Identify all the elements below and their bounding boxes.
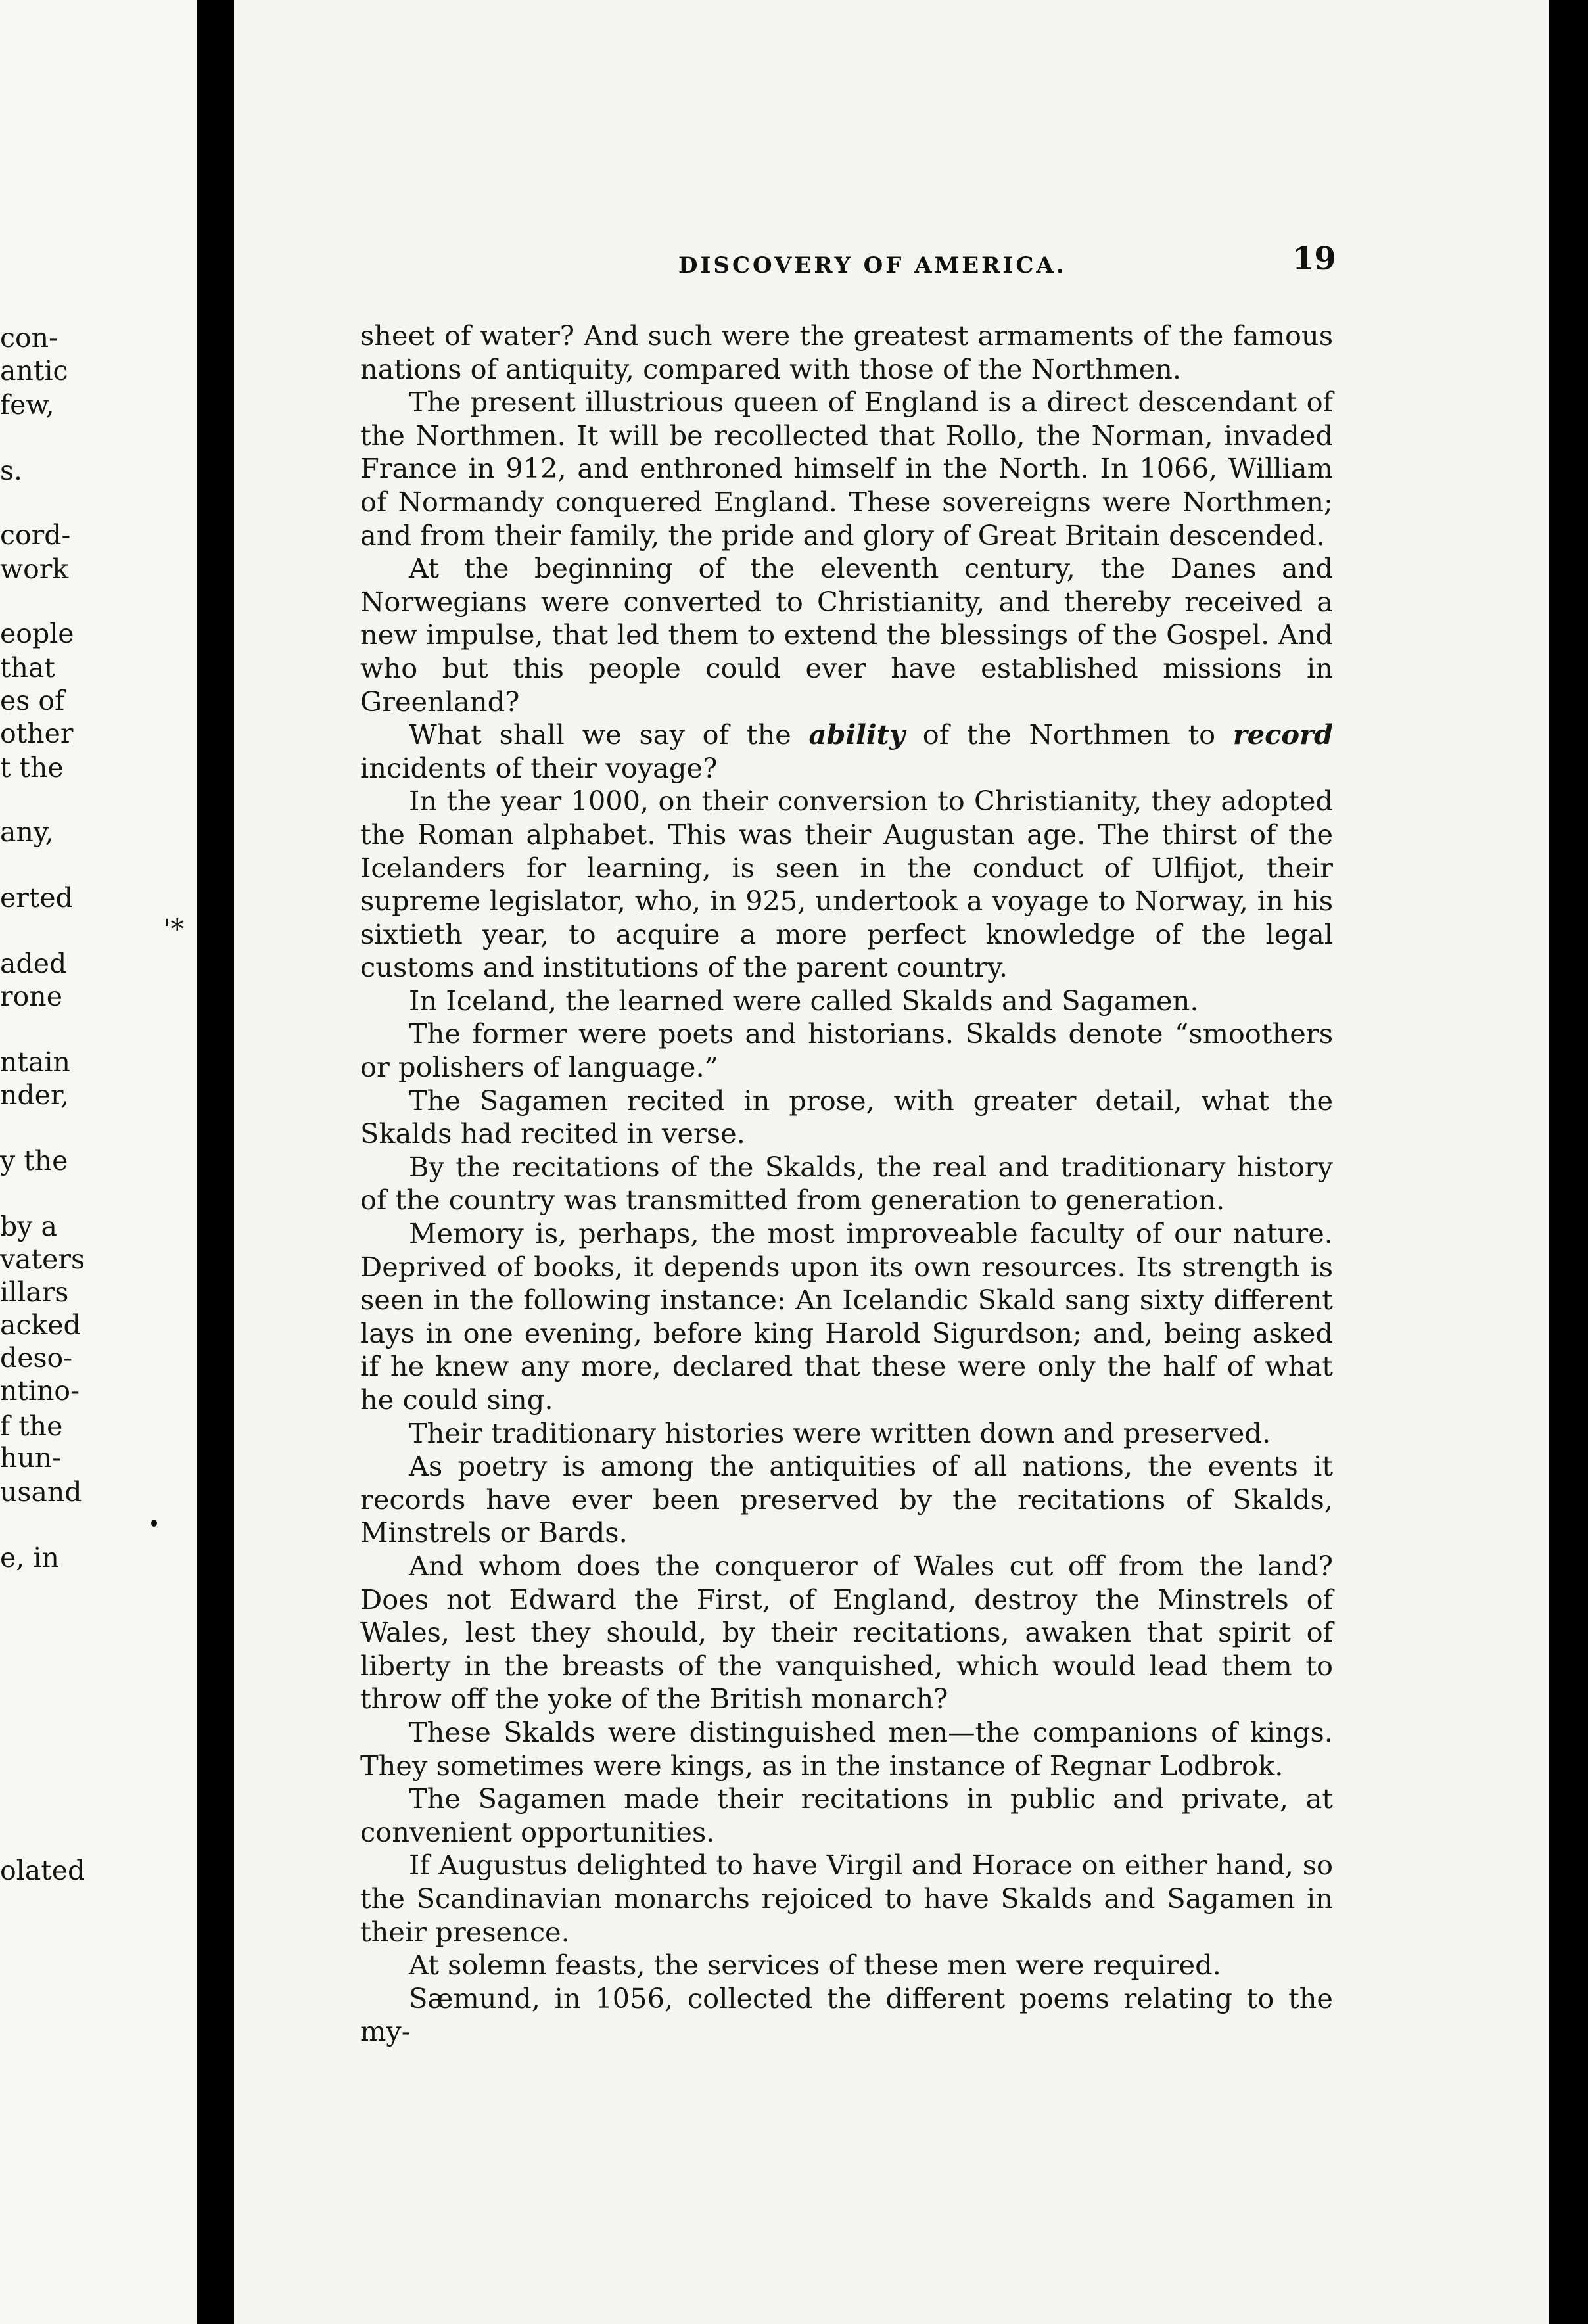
facing-page-fragment: '* (163, 914, 184, 945)
facing-page-fragment: e, in (0, 1542, 59, 1573)
paragraph-text: What shall we say of the (409, 718, 809, 751)
facing-page-fragment: by a (0, 1211, 57, 1242)
facing-page-fragment: nder, (0, 1079, 70, 1111)
body-paragraph: The Sagamen recited in prose, with greater detail, what the Skalds had recited in verse. (360, 1084, 1333, 1150)
book-page (234, 0, 1549, 2324)
facing-page-fragment: eople (0, 618, 74, 649)
facing-page-fragment: vaters (0, 1243, 85, 1275)
facing-page-fragment: antic (0, 355, 68, 386)
body-paragraph: sheet of water? And such were the greatest armaments of the famous nations of antiquity, compared with those of the Northmen. (360, 319, 1333, 385)
facing-page-fragment: usand (0, 1476, 82, 1508)
body-text (360, 319, 1333, 2049)
body-paragraph: The present illustrious queen of England is a direct descendant of the Northmen. It will be recollected that Rollo, the Norman, invaded France in 912, and enthroned himself in the North. In 1066, William of Normandy conquered England. These sovereigns were Northmen; and from their family, the pride and glory of Great Britain descended. (360, 386, 1333, 551)
facing-page-fragment: f the (0, 1410, 63, 1442)
body-paragraph: By the recitations of the Skalds, the real and traditionary history of the country was transmitted from generation to generation. (360, 1150, 1333, 1217)
body-paragraph: Memory is, perhaps, the most improveable faculty of our nature. Deprived of books, it depends upon its own resources. Its strength is seen in the following instance: An Icelandic Skald sang sixty different lays in one evening, before king Harold Sigurdson; and, being asked if he knew any more, declared that these were only the half of what he could sing. (360, 1217, 1333, 1416)
facing-page-fragment: acked (0, 1309, 81, 1341)
emphasized-text: record (1232, 718, 1333, 751)
facing-page-fragment: few, (0, 389, 55, 421)
body-paragraph: At the beginning of the eleventh century, the Danes and Norwegians were converted to Christianity, and thereby received a new impulse, that led them to extend the blessings of the Gospel. And who but this people could ever have established missions in Greenland? (360, 552, 1333, 718)
emphasized-text: ability (808, 718, 905, 751)
body-paragraph: At solemn feasts, the services of these men were required. (409, 1949, 1221, 1982)
facing-page-fragment: work (0, 553, 69, 585)
body-paragraph (360, 718, 1333, 785)
body-paragraph: The Sagamen made their recitations in public and private, at convenient opportunities. (360, 1782, 1333, 1848)
facing-page-fragment: aded (0, 948, 67, 979)
right-margin-edge (1549, 0, 1588, 2324)
facing-page-fragment: s. (0, 455, 23, 486)
body-paragraph: Their traditionary histories were written down and preserved. (409, 1416, 1271, 1449)
body-paragraph: In Iceland, the learned were called Skalds and Sagamen. (409, 984, 1199, 1017)
facing-page-fragment: hun- (0, 1442, 62, 1474)
facing-page-fragment: olated (0, 1855, 85, 1886)
page-number: 19 (1292, 241, 1336, 277)
facing-page-fragment: y the (0, 1145, 68, 1176)
facing-page-fragment: t the (0, 752, 64, 783)
facing-page-edge (0, 0, 197, 2324)
facing-page-fragment: cord- (0, 519, 71, 551)
paragraph-text: incidents of their voyage? (360, 751, 718, 784)
body-paragraph: In the year 1000, on their conversion to Christianity, they adopted the Roman alphabet. This was their Augustan age. The thirst of the Icelanders for learning, is seen in the conduct of Ulfijot, their supreme legislator, who, in 925, undertook a voyage to Norway, in his sixtieth year, to acquire a more perfect knowledge of the legal customs and institutions of the parent country. (360, 785, 1333, 984)
body-paragraph: And whom does the conqueror of Wales cut off from the land? Does not Edward the First, of England, destroy the Minstrels of Wales, lest they should, by their recitations, awaken that spirit of liberty in the breasts of the vanquished, which would lead them to throw off the yoke of the British monarch? (360, 1549, 1333, 1715)
body-paragraph: Sæmund, in 1056, collected the different poems relating to the my- (360, 1982, 1333, 2048)
facing-page-fragment: illars (0, 1276, 69, 1308)
body-paragraph: These Skalds were distinguished men—the companions of kings. They sometimes were kings, as in the instance of Regnar Lodbrok. (360, 1715, 1333, 1782)
running-title: DISCOVERY OF AMERICA. (678, 252, 1067, 279)
facing-page-fragment: deso- (0, 1342, 73, 1374)
facing-page-fragment: rone (0, 981, 62, 1012)
ink-speck (151, 1520, 157, 1527)
facing-page-fragment: es of (0, 685, 65, 716)
book-gutter (197, 0, 234, 2324)
facing-page-fragment: erted (0, 882, 73, 914)
body-paragraph: The former were poets and historians. Skalds denote “smoothers or polishers of language.” (360, 1017, 1333, 1084)
facing-page-fragment: that (0, 652, 55, 684)
body-paragraph: If Augustus delighted to have Virgil and Horace on either hand, so the Scandinavian monarchs rejoiced to have Skalds and Sagamen in their presence. (360, 1849, 1333, 1948)
paragraph-text: of the Northmen to (904, 718, 1233, 751)
facing-page-fragment: ntino- (0, 1375, 80, 1406)
page-header (234, 237, 1549, 289)
facing-page-fragment: other (0, 718, 74, 749)
facing-page-fragment: con- (0, 322, 58, 354)
body-paragraph: As poetry is among the antiquities of all nations, the events it records have ever been preserved by the recitations of Skalds, Minstrels or Bards. (360, 1450, 1333, 1549)
facing-page-fragment: ntain (0, 1046, 70, 1078)
facing-page-fragment: any, (0, 816, 54, 848)
